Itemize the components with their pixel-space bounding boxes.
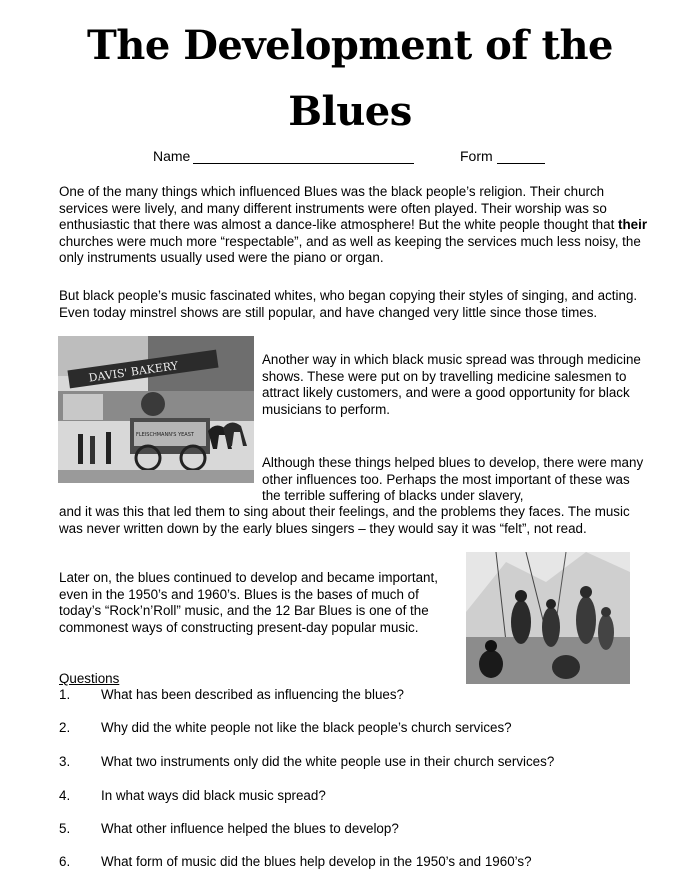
p1-text-b: churches were much more “respectable”, and as well as keeping the services much less noisy, the only instruments usually used were the piano or organ. xyxy=(59,233,641,265)
bakery-sign-text: DAVIS' BAKERY xyxy=(87,359,179,385)
paragraph-later-development: Later on, the blues continued to develop and became important, even in the 1950’s and 1960’s. Blues is the bases of much of today’s “Rock’n’Roll” music, and the 12 Bar Blues is one of the commonest ways of constructing present-day popular music. xyxy=(59,570,438,635)
question-text: Why did the white people not like the black people’s church services? xyxy=(101,720,512,735)
question-text: What other influence helped the blues to develop? xyxy=(101,821,399,836)
question-number: 5. xyxy=(59,821,71,836)
paragraph-slavery-part-2: and it was this that led them to sing about their feelings, and the problems they faces. The music was never written down by the early blues singers – they would say it was “felt”, not read. xyxy=(59,504,630,536)
question-text: What has been described as influencing the blues? xyxy=(101,687,404,702)
paragraph-slavery-part-1: Although these things helped blues to develop, there were many other influences too. Perhaps the most important of these was the terrible suffering of blacks under slavery, xyxy=(262,455,644,503)
questions-heading: Questions xyxy=(59,671,120,686)
paragraph-minstrel: But black people’s music fascinated whites, who began copying their styles of singing, and acting. Even today minstrel shows are still popular, and have changed very little since those times. xyxy=(59,288,638,320)
p1-bold-word: their xyxy=(618,217,648,232)
page-title: The Development of the xyxy=(87,22,613,69)
question-number: 2. xyxy=(59,720,71,735)
name-blank-line xyxy=(193,163,414,164)
name-label: Name xyxy=(153,148,191,164)
p1-text-a: One of the many things which influenced Blues was the black people’s religion. Their church services were lively, and many different instruments were often played. Their worship was so enthusiastic that there was almost a dance-like atmosphere! But the white people thought that xyxy=(59,184,619,232)
form-label: Form xyxy=(460,148,493,164)
question-text: What two instruments only did the white people use in their church services? xyxy=(101,754,555,769)
form-blank-line xyxy=(497,163,545,164)
bakery-medicine-show-photo xyxy=(58,336,254,483)
paragraph-religion xyxy=(59,184,649,267)
question-number: 3. xyxy=(59,754,71,769)
question-text: What form of music did the blues help develop in the 1950’s and 1960’s? xyxy=(101,854,532,869)
question-number: 1. xyxy=(59,687,71,702)
paragraph-medicine-shows: Another way in which black music spread was through medicine shows. These were put on by travelling medicine salesmen to attract likely customers, and were a good opportunity for black musicians to perform. xyxy=(262,352,641,417)
wagon-text: FLEISCHMANN'S YEAST xyxy=(136,432,194,438)
page-title-line-2: Blues xyxy=(288,88,412,135)
question-text: In what ways did black music spread? xyxy=(101,788,326,803)
slavery-engraving-image xyxy=(466,552,630,684)
question-number: 6. xyxy=(59,854,71,869)
question-number: 4. xyxy=(59,788,71,803)
